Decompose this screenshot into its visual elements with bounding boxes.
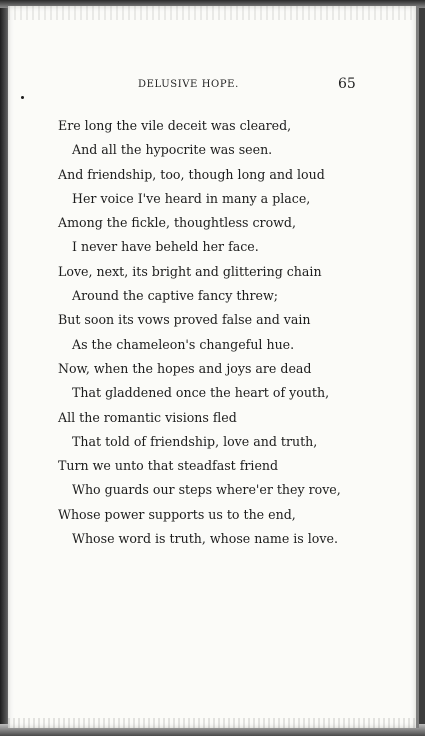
poem-line: But soon its vows proved false and vain: [58, 312, 311, 328]
poem-line: Whose word is truth, whose name is love.: [72, 531, 338, 547]
poem-line: That gladdened once the heart of youth,: [72, 385, 330, 401]
book-page: [8, 6, 419, 728]
poem-line: Love, next, its bright and glittering chain: [58, 263, 322, 279]
poem-line: That told of friendship, love and truth,: [72, 433, 318, 449]
page-number: 65: [338, 76, 356, 92]
poem-line: Turn we unto that steadfast friend: [58, 458, 279, 474]
poem-line: Now, when the hopes and joys are dead: [58, 360, 312, 376]
poem-line: Who guards our steps where'er they rove,: [72, 482, 341, 498]
poem-body: [58, 114, 398, 551]
poem-line: And all the hypocrite was seen.: [72, 142, 273, 158]
poem-line: All the romantic visions fled: [58, 409, 237, 425]
page-edge-noise-bottom: [8, 718, 416, 728]
poem-line: I never have beheld her face.: [72, 239, 259, 255]
poem-line: Whose power supports us to the end,: [58, 506, 296, 522]
poem-line: Her voice I've heard in many a place,: [72, 190, 311, 206]
poem-line: And friendship, too, though long and loud: [58, 166, 325, 182]
page-edge-noise-top: [8, 6, 416, 20]
poem-line: Around the captive fancy threw;: [72, 288, 279, 304]
page-header: [8, 76, 416, 94]
running-head: DELUSIVE HOPE.: [138, 79, 239, 90]
poem-line: As the chameleon's changeful hue.: [72, 336, 295, 352]
poem-line: Among the fickle, thoughtless crowd,: [58, 215, 297, 231]
poem-line: Ere long the vile deceit was cleared,: [58, 118, 292, 133]
ink-speck: [21, 96, 24, 99]
